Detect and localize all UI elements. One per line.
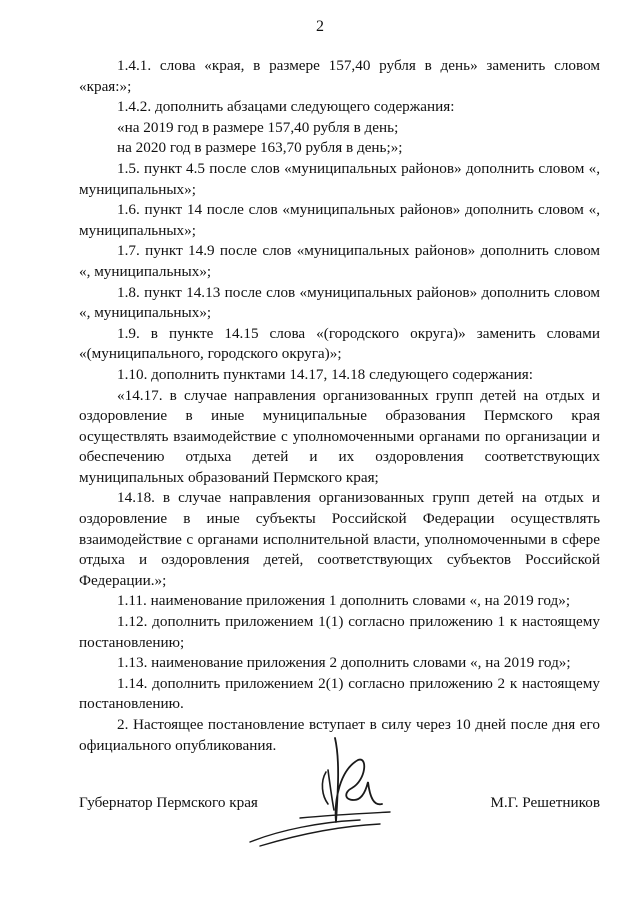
paragraph-1-6: 1.6. пункт 14 после слов «муниципальных районов» дополнить словом «, муниципальных»; xyxy=(79,201,600,239)
paragraph-1-4-1: 1.4.1. слова «края, в размере 157,40 рубля в день» заменить словом «края:»; xyxy=(79,57,600,95)
paragraph-14-18: 14.18. в случае направления организованных групп детей на отдых и оздоровление в иные субъекты Российской Федерации осуществлять взаимодействие с органами исполнительной власти, уполномоченными в сфере отдыха и оздоровления детей, соответствующих субъектов Российской Федерации.»; xyxy=(79,489,600,589)
paragraph-1-9: 1.9. в пункте 14.15 слова «(городского округа)» заменить словами «(муниципального, городского округа)»; xyxy=(79,324,600,363)
paragraph-quote-2019: «на 2019 год в размере 157,40 рубля в день; xyxy=(117,118,399,136)
paragraph-1-12: 1.12. дополнить приложением 1(1) согласно приложению 1 к настоящему постановлению; xyxy=(79,613,600,651)
document-body xyxy=(79,56,600,756)
handwritten-signature xyxy=(240,730,410,850)
paragraph-1-4-2: 1.4.2. дополнить абзацами следующего содержания: xyxy=(117,98,455,116)
signer-title: Губернатор Пермского края xyxy=(79,794,258,811)
signer-name: М.Г. Решетников xyxy=(490,794,600,811)
paragraph-2: 2. Настоящее постановление вступает в силу через 10 дней после дня его официального опубликования. xyxy=(79,716,600,754)
paragraph-1-8: 1.8. пункт 14.13 после слов «муниципальных районов» дополнить словом «, муниципальных»; xyxy=(79,283,600,322)
paragraph-1-11: 1.11. наименование приложения 1 дополнить словами «, на 2019 год»; xyxy=(117,592,571,610)
paragraph-14-17: «14.17. в случае направления организованных групп детей на отдых и оздоровление в иные муниципальные образования Пермского края осуществлять взаимодействие с уполномоченными органами по организации и обеспечению отдыха детей и их оздоровления соответствующих муниципальных образований Пермского края; xyxy=(79,386,600,486)
paragraph-1-7: 1.7. пункт 14.9 после слов «муниципальных районов» дополнить словом «, муниципальных»; xyxy=(79,242,600,280)
paragraph-quote-2020: на 2020 год в размере 163,70 рубля в день;»; xyxy=(117,139,403,157)
paragraph-1-5: 1.5. пункт 4.5 после слов «муниципальных районов» дополнить словом «, муниципальных»; xyxy=(79,159,600,198)
paragraph-1-13: 1.13. наименование приложения 2 дополнить словами «, на 2019 год»; xyxy=(117,654,571,672)
paragraph-1-14: 1.14. дополнить приложением 2(1) согласно приложению 2 к настоящему постановлению. xyxy=(79,674,600,713)
page-number: 2 xyxy=(316,18,324,35)
paragraph-1-10: 1.10. дополнить пунктами 14.17, 14.18 следующего содержания: xyxy=(117,365,533,383)
